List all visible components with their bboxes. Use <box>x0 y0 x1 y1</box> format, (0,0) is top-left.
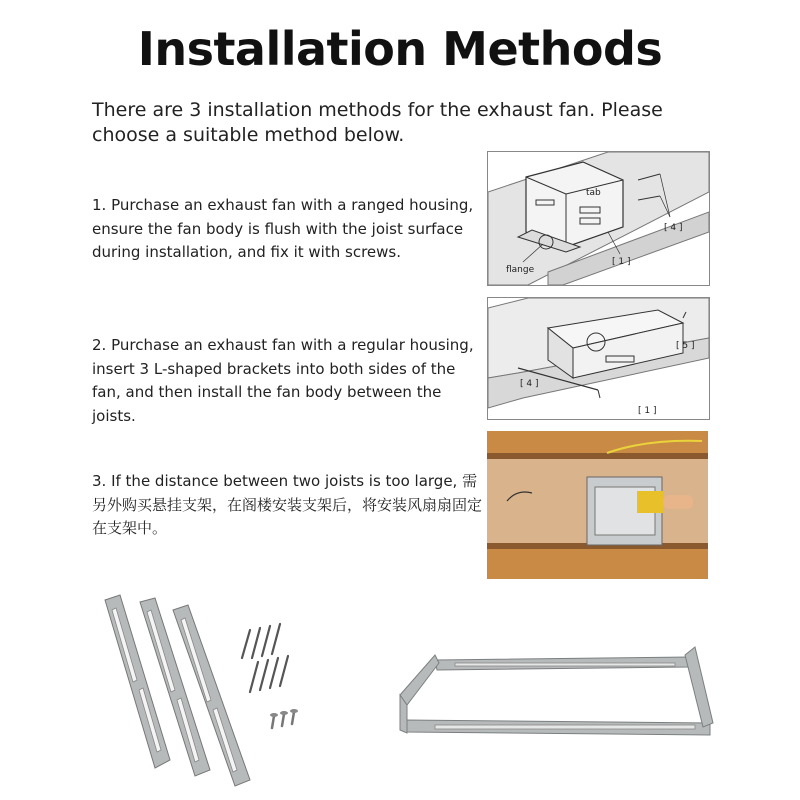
attic-install-photo <box>487 431 708 579</box>
ranged-housing-drawing <box>488 152 709 285</box>
ranged-housing-diagram <box>487 151 710 286</box>
attic-install-image <box>487 431 708 579</box>
callout-4: [ 4 ] <box>520 379 539 389</box>
label-tab: tab <box>586 188 601 198</box>
page-title: Installation Methods <box>137 22 663 76</box>
screws-image <box>230 620 300 730</box>
step-1-text: 1. Purchase an exhaust fan with a ranged housing, ensure the fan body is flush with the joist surface during installation, and fix it with screws. <box>92 196 474 261</box>
step-2-text: 2. Purchase an exhaust fan with a regular housing, insert 3 L-shaped brackets into both sides of the fan, and then install the fan body between the joists. <box>92 336 474 425</box>
regular-housing-drawing <box>488 298 709 419</box>
intro-text: There are 3 installation methods for the exhaust fan. Please choose a suitable method below. <box>92 99 663 146</box>
hanging-frame-image <box>395 635 720 750</box>
callout-5: [ 5 ] <box>676 341 695 351</box>
callout-1: [ 1 ] <box>612 257 631 267</box>
regular-housing-diagram <box>487 297 710 420</box>
callout-1: [ 1 ] <box>638 406 657 416</box>
callout-4: [ 4 ] <box>664 223 683 233</box>
label-flange: flange <box>506 265 535 275</box>
step-3-text: 3. If the distance between two joists is too large, 需另外购买悬挂支架，在阁楼安装支架后，将安装风扇扇固定在支架中。 <box>92 472 483 537</box>
